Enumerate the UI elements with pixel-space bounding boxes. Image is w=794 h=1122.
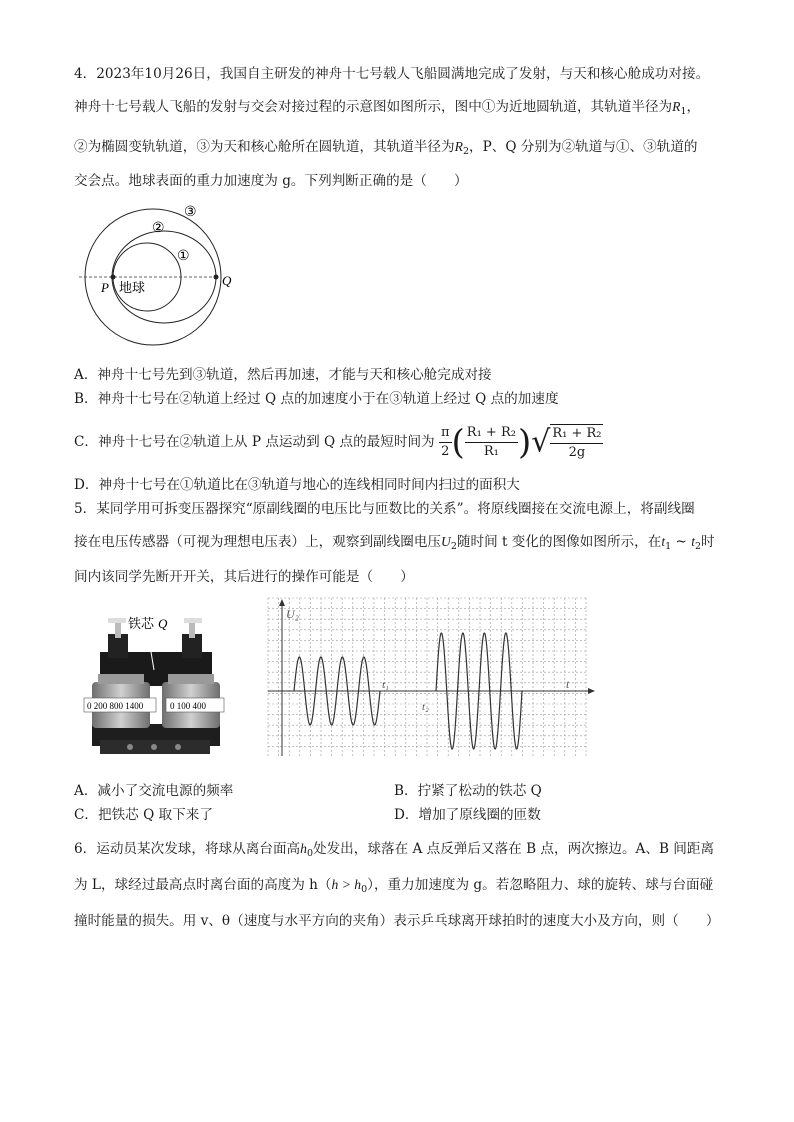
ratio-numerator: R₁ + R₂ [465,424,518,443]
terminal-screw-2 [151,744,157,750]
paren-right: ) [517,422,532,463]
q4-line4: 交会点。地球表面的重力加速度为 g。下列判断正确的是（ ） [74,173,468,189]
scale-label-left: 0 200 800 1400 [87,701,144,711]
label-orbit-2: ② [152,221,165,236]
orbit-diagram [74,200,244,350]
core-label-text: 铁芯 [128,616,155,631]
screw-left-head [108,618,128,623]
core-label-q: Q [158,616,168,631]
label-p: P [101,280,109,295]
q5-line2-text: 接在电压传感器（可视为理想电压表）上，观察到副线圈电压 [74,534,442,550]
terminal-screw-3 [175,744,181,750]
r1-symbol: R [672,99,681,114]
label-q: Q [222,273,232,288]
t-axis-arrow [588,688,595,694]
q5-option-a: A．减小了交流电源的频率 [74,783,234,799]
t1-label: t₁ [382,679,389,691]
q4-option-b: B．神舟十七号在②轨道上经过 Q 点的加速度小于在③轨道上经过 Q 点的加速度 [74,391,559,407]
u2-subscript: 2 [450,541,457,552]
tilde-sign: ~ [671,534,692,550]
q4-line2-end: ， [686,99,701,115]
scale-label-right: 0 100 400 [170,701,206,711]
q4-option-d: D．神舟十七号在①轨道比在③轨道与地心的连线相同时间内扫过的面积大 [74,477,520,493]
q6-line2-text: 为 L，球经过最高点时离台面的高度为 h（ [74,877,332,893]
q4-option-c-text: C．神舟十七号在②轨道上从 P 点运动到 Q 点的最短时间为 [74,434,435,450]
q4-line3-text: ②为椭圆变轨轨道，③为天和核心舱所在圆轨道，其轨道半径为 [74,139,455,155]
t1-symbol: t [661,534,666,549]
terminals-right [168,674,214,684]
q4-line3 [74,138,698,161]
t2-label: t₂ [422,701,429,713]
core-label [128,616,168,631]
q4-line2-text: 神舟十七号载人飞船的发射与交会对接过程的示意图如图所示，图中①为近地圆轨道，其轨道半径为 [74,99,673,115]
transformer-photo [82,612,232,762]
sqrt-sign: √ [531,424,551,460]
q5-line1: 5．某同学用可拆变压器探究“原副线圈的电压比与匝数比的关系”。将原线圈接在交流电源上，将副线圈 [74,501,695,517]
q5-line2-mid: 随时间 t 变化的图像如图所示，在 [456,534,662,550]
pi-symbol: π [439,424,452,443]
screw-right-head [182,618,202,623]
q5-option-c: C．把铁芯 Q 取下来了 [74,807,213,823]
ratio-denominator: R₁ [483,444,499,459]
u-axis-arrow [279,599,285,606]
graph-grid [268,598,588,756]
point-q-dot [214,275,219,280]
q5-line3: 间内该同学先断开开关，其后进行的操作可能是（ ） [74,569,414,585]
paren-left: ( [451,422,465,463]
r2-subscript: 2 [462,146,469,157]
sqrt-numerator: R₁ + R₂ [550,425,603,444]
terminal-screw-1 [127,744,133,750]
q4-line1: 4．2023年10月26日，我国自主研发的神舟十七号载人飞船圆满地完成了发射，与天和核心舱成功对接。 [74,66,710,82]
t2-symbol: t [691,534,695,549]
pi-over-2 [439,424,452,461]
q6-line1-text: 6．运动员某次发球，将球从离台面高 [74,841,301,857]
q5-option-b: B．拧紧了松动的铁芯 Q [394,783,542,799]
t2-subscript: 2 [694,541,702,552]
q4-line3-end: ，P、Q 分别为②轨道与①、③轨道的 [468,139,698,155]
h0-symbol: h [300,841,307,856]
voltage-time-graph [266,596,596,758]
q6-line1-end: 处发出，球落在 A 点反弹后又落在 B 点，两次擦边。A、B 间距离 [313,841,715,857]
sqrt-fraction [550,424,603,462]
q4-option-a: A．神舟十七号先到③轨道，然后再加速，才能与天和核心舱完成对接 [74,367,492,383]
label-orbit-3: ③ [184,205,197,220]
sqrt-denominator: 2g [568,444,586,460]
q4-line2 [74,98,700,121]
u2-axis-label: U₂ [286,607,299,621]
r1-subscript: 1 [680,106,687,117]
t-axis-label: t [566,677,570,691]
q5-line2 [74,533,715,556]
terminals-left [98,674,144,684]
condition-symbol: h > h [331,877,362,892]
t1-subscript: 1 [665,541,672,552]
q6-line3: 撞时能量的损失。用 v、θ（速度与水平方向的夹角）表示乒乓球离开球拍时的速度大小及方向，则（ ） [74,913,720,929]
q5-option-d: D．增加了原线圈的匝数 [394,807,541,823]
q6-line1 [74,840,714,863]
q6-line2 [74,876,713,899]
label-orbit-1: ① [177,249,190,264]
label-earth: 地球 [119,280,146,295]
h0-subscript: 0 [306,848,313,859]
q6-line2-end: ），重力加速度为 g。若忽略阻力、球的旋转、球与台面碰 [367,877,714,893]
r2-symbol: R [454,139,463,154]
two-symbol: 2 [441,444,450,459]
ratio-fraction [465,424,518,461]
condition-subscript: 0 [361,884,368,895]
point-p-dot [111,275,116,280]
u2-symbol: U [441,534,451,549]
q5-line2-end: 时 [701,534,715,550]
q4-option-c [74,420,603,464]
